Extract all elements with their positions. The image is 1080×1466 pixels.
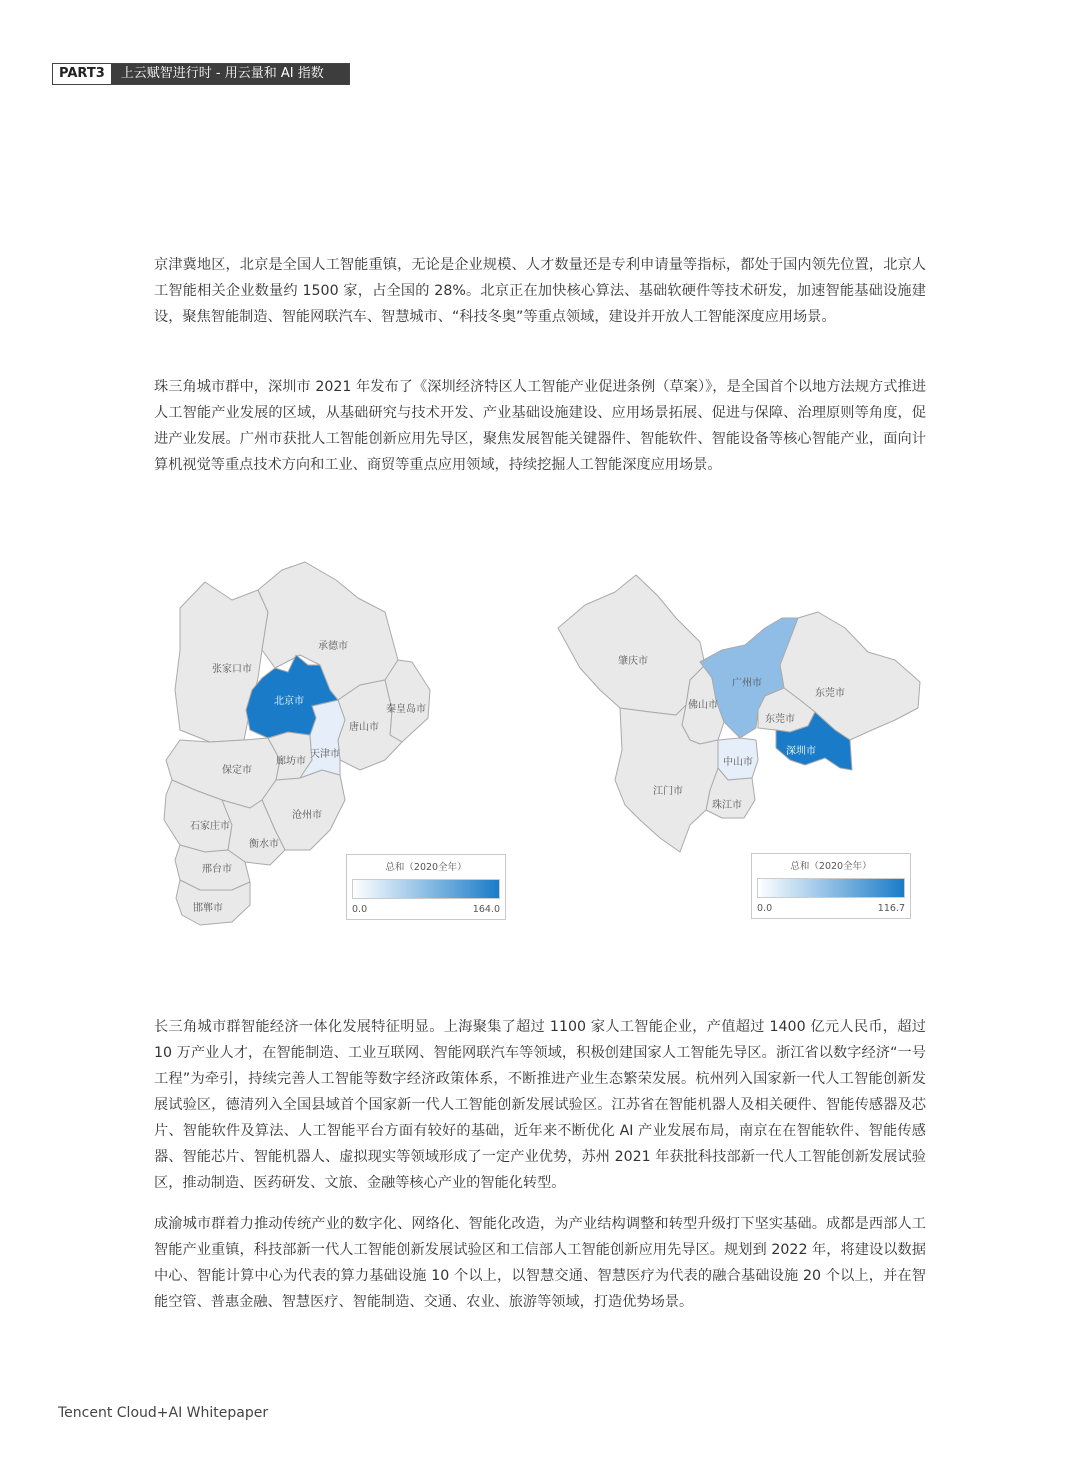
map-pearl-river-delta bbox=[556, 570, 926, 860]
legend-max: 116.7 bbox=[877, 903, 905, 914]
label-zhuhai: 珠江市 bbox=[712, 800, 742, 811]
part-label: PART3 bbox=[53, 64, 111, 84]
legend-min: 0.0 bbox=[757, 903, 773, 914]
label-shenzhen: 深圳市 bbox=[786, 746, 816, 757]
label-guangzhou: 广州市 bbox=[732, 678, 762, 689]
label-langfang: 廊坊市 bbox=[276, 756, 306, 767]
label-foshan: 佛山市 bbox=[688, 700, 718, 711]
label-jiangmen: 江门市 bbox=[653, 786, 683, 797]
section-title: 上云赋智进行时 - 用云量和 AI 指数 bbox=[111, 64, 349, 84]
label-dongguan-north: 东莞市 bbox=[815, 688, 845, 699]
region-zhaoqing[interactable] bbox=[558, 575, 705, 715]
legend-jingjinji bbox=[346, 854, 506, 920]
label-zhaoqing: 肇庆市 bbox=[618, 656, 648, 667]
label-cangzhou: 沧州市 bbox=[292, 810, 322, 821]
legend-min: 0.0 bbox=[352, 904, 368, 915]
footer-text: Tencent Cloud+AI Whitepaper bbox=[58, 1405, 269, 1421]
label-xingtai: 邢台市 bbox=[202, 864, 232, 875]
region-qinhuangdao[interactable] bbox=[385, 660, 430, 742]
label-beijing: 北京市 bbox=[274, 696, 304, 707]
paragraph-jingjinji: 京津冀地区，北京是全国人工智能重镇，无论是企业规模、人才数量还是专利申请量等指标，都处于国内领先位置，北京人工智能相关企业数量约 1500 家，占全国的 28%。北京正在加快核心算法、基础软硬件等技术研发，加速智能基础设施建设，聚焦智能制造、智能网联汽车、智慧城市、“科技冬奥”等重点领域，建设并开放人工智能深度应用场景。 bbox=[154, 257, 926, 325]
legend-max: 164.0 bbox=[472, 904, 500, 915]
legend-gradient-bar bbox=[757, 878, 905, 898]
paragraph-yangtze-delta: 长三角城市群智能经济一体化发展特征明显。上海聚集了超过 1100 家人工智能企业，产值超过 1400 亿元人民币，超过 10 万产业人才，在智能制造、工业互联网、智能网联汽车等领域，积极创建国家人工智能先导区。浙江省以数字经济“一号工程”为牵引，持续完善人工智能等数字经济政策体系，不断推进产业生态繁荣发展。杭州列入国家新一代人工智能创新发展试验区，德清列入全国县域首个国家新一代人工智能创新发展试验区。江苏省在智能机器人及相关硬件、智能传感器及芯片、智能软件及算法、人工智能平台方面有较好的基础，近年来不断优化 AI 产业发展布局，南京在在智能软件、智能传感器、智能芯片、智能机器人、虚拟现实等领域形成了一定产业优势，苏州 2021 年获批科技部新一代人工智能创新发展试验区，推动制造、医药研发、文旅、金融等核心产业的智能化转型。 bbox=[154, 1019, 926, 1191]
map-pearl-river-delta-svg bbox=[556, 570, 926, 860]
label-tianjin: 天津市 bbox=[310, 749, 340, 760]
label-shijiazhuang: 石家庄市 bbox=[190, 821, 230, 832]
paragraph-pearl-river-delta: 珠三角城市群中，深圳市 2021 年发布了《深圳经济特区人工智能产业促进条例（草案）》，是全国首个以地方法规方式推进人工智能产业发展的区域，从基础研究与技术开发、产业基础设施建设、应用场景拓展、促进与保障、治理原则等角度，促进产业发展。广州市获批人工智能创新应用先导区，聚焦发展智能关键器件、智能软件、智能设备等核心智能产业，面向计算机视觉等重点技术方向和工业、商贸等重点应用领域，持续挖掘人工智能深度应用场景。 bbox=[154, 379, 926, 473]
label-handan: 邯郸市 bbox=[193, 903, 223, 914]
label-baoding: 保定市 bbox=[222, 765, 252, 776]
legend-title: 总和（2020全年） bbox=[385, 862, 467, 873]
label-dongguan: 东莞市 bbox=[765, 714, 795, 725]
legend-gradient-bar bbox=[352, 879, 500, 899]
label-zhongshan: 中山市 bbox=[723, 757, 753, 768]
label-zhangjiakou: 张家口市 bbox=[212, 664, 252, 675]
label-qinhuangdao: 秦皇岛市 bbox=[386, 704, 426, 715]
label-chengde: 承德市 bbox=[318, 641, 348, 652]
label-hengshui: 衡水市 bbox=[249, 839, 279, 850]
legend-pearl-river-delta bbox=[751, 853, 911, 919]
legend-title: 总和（2020全年） bbox=[790, 861, 872, 872]
section-header bbox=[52, 63, 350, 85]
paragraph-chengyu: 成渝城市群着力推动传统产业的数字化、网络化、智能化改造，为产业结构调整和转型升级打下坚实基础。成都是西部人工智能产业重镇，科技部新一代人工智能创新发展试验区和工信部人工智能创新应用先导区。规划到 2022 年，将建设以数据中心、智能计算中心为代表的算力基础设施 10 个以上，以智慧交通、智慧医疗为代表的融合基础设施 20 个以上，并在智能空管、普惠金融、智慧医疗、智能制造、交通、农业、旅游等领域，打造优势场景。 bbox=[154, 1216, 926, 1310]
label-tangshan: 唐山市 bbox=[349, 722, 379, 733]
